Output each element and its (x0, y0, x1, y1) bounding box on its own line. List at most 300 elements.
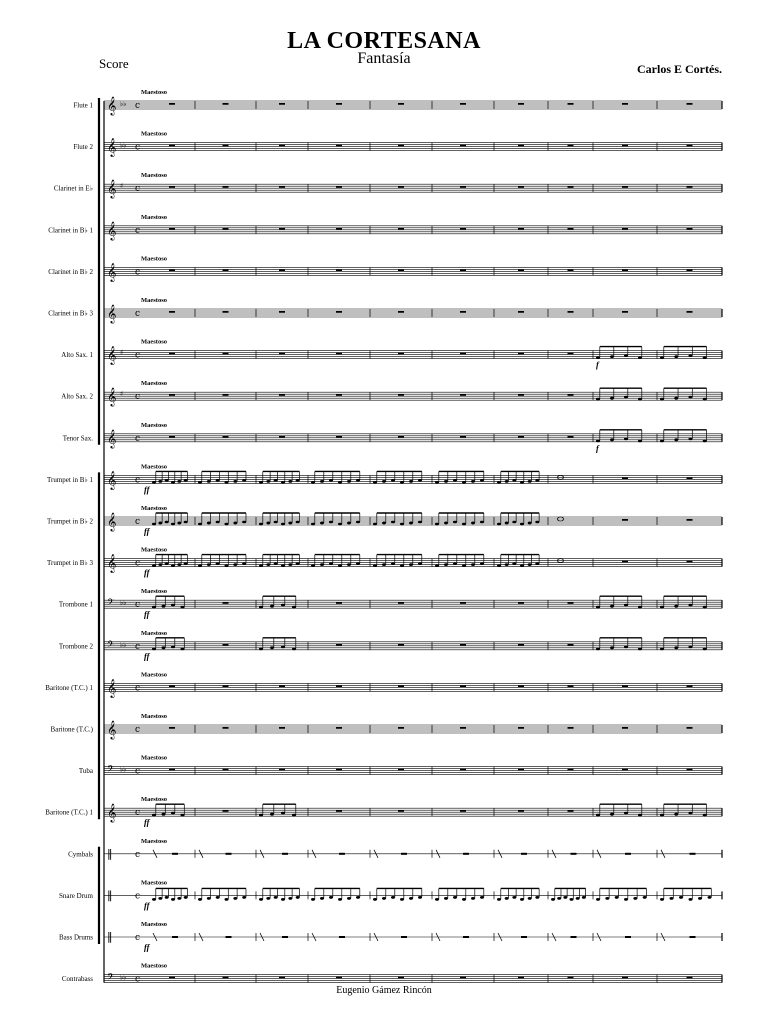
notehead (505, 897, 509, 900)
whole-rest (279, 394, 285, 396)
whole-rest (172, 853, 178, 855)
notehead (259, 647, 263, 650)
notehead (596, 647, 600, 650)
whole-rest (223, 769, 229, 771)
tempo-marking: Maestoso (141, 921, 167, 928)
dynamic-marking: ff (144, 526, 150, 536)
notehead (670, 897, 674, 900)
notehead (624, 604, 628, 607)
notehead (638, 606, 642, 609)
whole-rest (223, 977, 229, 979)
whole-rest (398, 977, 404, 979)
staff-17 (45, 796, 722, 827)
perc-clef-icon: ‖ (107, 846, 113, 860)
notehead (296, 521, 300, 524)
dynamic-marking: ff (144, 484, 150, 495)
instrument-label: Baritone (T.C.) 1 (45, 683, 93, 692)
notehead (242, 521, 246, 524)
whole-rest (336, 394, 342, 396)
common-time-icon: c (135, 766, 141, 777)
whole-rest (169, 353, 175, 355)
whole-rest (169, 685, 175, 687)
notehead (462, 481, 466, 484)
whole-rest (279, 353, 285, 355)
staff-11 (47, 547, 722, 578)
whole-rest (622, 269, 628, 271)
common-time-icon: c (135, 891, 141, 902)
notehead (480, 896, 484, 899)
notehead (338, 481, 342, 484)
whole-rest (687, 727, 693, 729)
common-time-icon: c (135, 350, 141, 361)
notehead (296, 479, 300, 482)
notehead (207, 897, 211, 900)
notehead (382, 480, 386, 483)
dynamic-marking: ff (144, 650, 150, 661)
notehead (165, 479, 169, 482)
notehead (480, 479, 484, 482)
flat-icon: ♭♭ (120, 640, 127, 649)
whole-rest (568, 977, 574, 979)
notehead (288, 563, 292, 566)
notehead (435, 481, 439, 484)
whole-rest (568, 145, 574, 147)
whole-rest (460, 103, 466, 105)
notehead (274, 521, 278, 524)
notehead (409, 480, 413, 483)
whole-rest (279, 436, 285, 438)
whole-rest (169, 977, 175, 979)
whole-rest (518, 727, 524, 729)
notehead (409, 522, 413, 525)
common-time-icon: c (135, 725, 141, 735)
whole-rest (398, 769, 404, 771)
tempo-marking: Maestoso (141, 754, 167, 762)
notehead (259, 606, 263, 609)
tempo-marking: Maestoso (141, 713, 167, 720)
common-time-icon: c (135, 142, 141, 153)
instrument-label: Clarinet in B♭ 3 (48, 309, 93, 318)
perc-clef-icon: ‖ (107, 930, 113, 943)
notehead (274, 896, 278, 899)
bass-clef-icon: 𝄢 (107, 638, 115, 652)
notehead (624, 396, 628, 399)
whole-rest (336, 311, 342, 313)
notehead (216, 479, 220, 482)
whole-rest (169, 186, 175, 188)
whole-rest (687, 186, 693, 188)
tempo-marking: Maestoso (141, 588, 167, 596)
whole-rest (398, 103, 404, 105)
common-time-icon: c (135, 600, 141, 611)
whole-rest (279, 769, 285, 771)
notehead (281, 645, 285, 648)
notehead (171, 645, 175, 648)
notehead (382, 897, 386, 900)
flat-icon: ♭♭ (120, 973, 127, 982)
treble-clef-icon: 𝄞 (107, 720, 117, 739)
treble-clef-icon: 𝄞 (107, 96, 117, 115)
notehead (382, 522, 386, 525)
notehead (165, 521, 169, 524)
notehead (373, 898, 377, 901)
notehead (444, 563, 448, 566)
notehead (152, 564, 156, 567)
treble-clef-icon: 𝄞 (107, 512, 117, 531)
notehead (703, 356, 707, 359)
common-time-icon: c (135, 849, 141, 860)
sharp-icon: ♯ (120, 348, 124, 357)
whole-rest (568, 436, 574, 438)
instrument-label: Alto Sax. 1 (61, 351, 93, 360)
whole-rest (568, 810, 574, 812)
tempo-marking: Maestoso (141, 89, 167, 96)
staff-1 (73, 131, 722, 158)
common-time-icon: c (135, 974, 141, 985)
notehead (225, 564, 229, 567)
notehead (152, 898, 156, 901)
notehead (409, 563, 413, 566)
staff-6 (61, 339, 722, 370)
notehead (674, 438, 678, 441)
notehead (184, 521, 188, 524)
staff-15 (51, 713, 722, 740)
flat-icon: ♭♭ (120, 765, 127, 774)
whole-rest (460, 145, 466, 147)
notehead (311, 564, 315, 567)
whole-rest (336, 103, 342, 105)
notehead (270, 605, 274, 608)
notehead (233, 563, 237, 566)
notehead (338, 523, 342, 526)
composer-name: Carlos E Cortés. (637, 62, 722, 76)
whole-rest (518, 186, 524, 188)
instrument-label: Trombone 1 (58, 600, 93, 609)
notehead (638, 439, 642, 442)
whole-rest (460, 602, 466, 604)
notehead (708, 896, 712, 899)
whole-rest (622, 186, 628, 188)
treble-clef-icon: 𝄞 (107, 345, 117, 365)
staff-7 (61, 380, 722, 407)
tempo-marking: Maestoso (141, 255, 167, 263)
notehead (638, 814, 642, 817)
staff-2 (54, 172, 722, 199)
notehead (400, 898, 404, 901)
notehead (329, 896, 333, 899)
whole-rest (223, 228, 229, 230)
notehead (158, 563, 162, 566)
notehead (610, 438, 614, 441)
whole-rest (521, 936, 527, 938)
notehead (292, 814, 296, 817)
notehead (162, 646, 166, 649)
notehead (198, 564, 202, 567)
notehead (198, 898, 202, 901)
whole-rest (336, 269, 342, 271)
notehead (703, 606, 707, 609)
treble-clef-icon: 𝄞 (107, 304, 117, 323)
common-time-icon: c (135, 933, 141, 943)
notehead (418, 562, 422, 565)
instrument-label: Trombone 2 (58, 642, 93, 651)
notehead (462, 898, 466, 901)
whole-rest (279, 145, 285, 147)
tempo-marking: Maestoso (141, 130, 167, 138)
notehead (703, 647, 707, 650)
notehead (520, 564, 524, 567)
notehead (660, 814, 664, 817)
notehead (512, 562, 516, 565)
notehead (435, 523, 439, 526)
whole-rest (223, 394, 229, 396)
notehead (373, 523, 377, 526)
notehead (184, 562, 188, 565)
notehead (207, 480, 211, 483)
sharp-icon: ♯ (120, 390, 124, 399)
notehead (207, 522, 211, 525)
notehead (171, 812, 175, 815)
notehead (689, 898, 693, 901)
whole-rest (518, 394, 524, 396)
bass-clef-icon: 𝄢 (107, 597, 115, 611)
tempo-marking: Maestoso (141, 796, 167, 804)
notehead (259, 564, 263, 567)
notehead (296, 562, 300, 565)
staff-10 (47, 505, 722, 536)
instrument-label: Baritone (T.C.) (50, 725, 93, 734)
notehead (660, 398, 664, 401)
whole-rest (223, 436, 229, 438)
whole-rest (398, 644, 404, 646)
notehead (198, 481, 202, 484)
whole-rest (460, 394, 466, 396)
notehead (698, 897, 702, 900)
whole-rest (687, 519, 693, 521)
notehead (274, 562, 278, 565)
notehead (158, 480, 162, 483)
notehead (320, 897, 324, 900)
notehead (259, 523, 263, 526)
whole-rest (339, 936, 345, 938)
instrument-label: Tenor Sax. (62, 434, 93, 443)
notehead (563, 896, 567, 899)
whole-rest (622, 769, 628, 771)
staff-20 (59, 921, 722, 952)
notehead (703, 398, 707, 401)
common-time-icon: c (135, 558, 141, 569)
score-label: Score (99, 56, 129, 71)
flat-icon: ♭♭ (120, 100, 127, 108)
notehead (453, 479, 457, 482)
notehead (171, 564, 175, 567)
notehead (288, 480, 292, 483)
tempo-marking: Maestoso (141, 172, 167, 180)
notehead (535, 562, 539, 565)
notehead (624, 645, 628, 648)
notehead (453, 521, 457, 524)
whole-rest (226, 936, 232, 938)
notehead (270, 813, 274, 816)
notehead (177, 522, 181, 525)
notehead (288, 522, 292, 525)
sharp-icon: ♯ (120, 182, 124, 191)
notehead (347, 563, 351, 566)
whole-rest (518, 145, 524, 147)
notehead (158, 522, 162, 525)
whole-rest (460, 727, 466, 729)
whole-rest (169, 727, 175, 729)
whole-rest (460, 685, 466, 687)
notehead (292, 606, 296, 609)
staff-4 (48, 255, 722, 282)
whole-rest (518, 269, 524, 271)
notehead (596, 356, 600, 359)
whole-rest (622, 311, 628, 313)
instrument-label: Trumpet in B♭ 1 (46, 475, 93, 484)
flat-icon: ♭♭ (120, 599, 127, 608)
staff-5 (48, 297, 722, 324)
notehead (266, 522, 270, 525)
notehead (152, 523, 156, 526)
whole-rest (279, 685, 285, 687)
notehead (158, 897, 162, 900)
notehead (311, 523, 315, 526)
staff-14 (45, 671, 722, 698)
instrument-label: Cymbals (68, 850, 93, 859)
notehead (338, 564, 342, 567)
whole-rest (521, 853, 527, 855)
notehead (471, 897, 475, 900)
whole-rest (518, 353, 524, 355)
whole-rest (568, 228, 574, 230)
notehead (638, 398, 642, 401)
notehead (610, 646, 614, 649)
whole-rest (336, 727, 342, 729)
whole-rest (169, 103, 175, 105)
notehead (444, 480, 448, 483)
notehead (373, 564, 377, 567)
flat-icon: ♭♭ (120, 141, 127, 150)
whole-rest (460, 810, 466, 812)
staff-16 (79, 755, 722, 777)
notehead (638, 356, 642, 359)
notehead (497, 898, 501, 901)
treble-clef-icon: 𝄞 (107, 470, 117, 490)
notehead (624, 898, 628, 901)
whole-rest (622, 477, 628, 479)
whole-rest (687, 311, 693, 313)
whole-rest (336, 436, 342, 438)
notehead (624, 437, 628, 440)
notehead (311, 481, 315, 484)
whole-rest (279, 977, 285, 979)
common-time-icon: c (135, 392, 141, 403)
notehead (453, 896, 457, 899)
whole-rest (622, 519, 628, 521)
notehead (356, 896, 360, 899)
notehead (497, 564, 501, 567)
notehead (703, 814, 707, 817)
whole-rest (336, 186, 342, 188)
notehead (660, 356, 664, 359)
whole-rest (279, 311, 285, 313)
notehead (605, 897, 609, 900)
notehead (610, 813, 614, 816)
notehead (233, 480, 237, 483)
tempo-marking: Maestoso (141, 463, 167, 471)
instrument-label: Flute 2 (73, 143, 93, 152)
whole-rest (223, 602, 229, 604)
notehead (624, 812, 628, 815)
notehead (181, 606, 185, 609)
whole-rest (568, 311, 574, 313)
notehead (207, 563, 211, 566)
whole-rest (568, 602, 574, 604)
whole-rest (518, 977, 524, 979)
dynamic-marking: ff (144, 609, 150, 620)
tempo-marking: Maestoso (141, 213, 167, 221)
notehead (281, 564, 285, 567)
whole-rest (687, 685, 693, 687)
whole-rest (568, 103, 574, 105)
notehead (633, 897, 637, 900)
tempo-marking: Maestoso (141, 879, 167, 887)
staff-0 (73, 89, 722, 116)
notehead (703, 439, 707, 442)
whole-rest (460, 644, 466, 646)
notehead (551, 898, 555, 901)
tempo-marking: Maestoso (141, 505, 167, 512)
whole-rest (622, 228, 628, 230)
whole-rest (398, 186, 404, 188)
notehead (610, 605, 614, 608)
notehead (596, 606, 600, 609)
dynamic-marking: ff (144, 567, 150, 578)
whole-rest (518, 602, 524, 604)
whole-rest (279, 727, 285, 729)
notehead (535, 896, 539, 899)
notehead (242, 562, 246, 565)
whole-rest (687, 477, 693, 479)
notehead (162, 605, 166, 608)
whole-rest (169, 394, 175, 396)
whole-rest (622, 103, 628, 105)
notehead (184, 479, 188, 482)
whole-rest (687, 103, 693, 105)
tempo-marking: Maestoso (141, 297, 167, 304)
notehead (391, 521, 395, 524)
notehead (347, 522, 351, 525)
whole-rest (339, 853, 345, 855)
notehead (162, 813, 166, 816)
whole-rest (568, 685, 574, 687)
notehead (329, 479, 333, 482)
notehead (391, 562, 395, 565)
notehead (638, 647, 642, 650)
instrument-label: Contrabass (61, 975, 93, 984)
whole-rest (398, 727, 404, 729)
notehead (233, 522, 237, 525)
notehead (596, 814, 600, 817)
notehead (557, 897, 561, 900)
whole-rest (622, 727, 628, 729)
notehead (281, 481, 285, 484)
whole-rest (518, 685, 524, 687)
common-time-icon: c (135, 101, 141, 111)
whole-rest (518, 103, 524, 105)
dynamic-marking: f (596, 442, 599, 453)
